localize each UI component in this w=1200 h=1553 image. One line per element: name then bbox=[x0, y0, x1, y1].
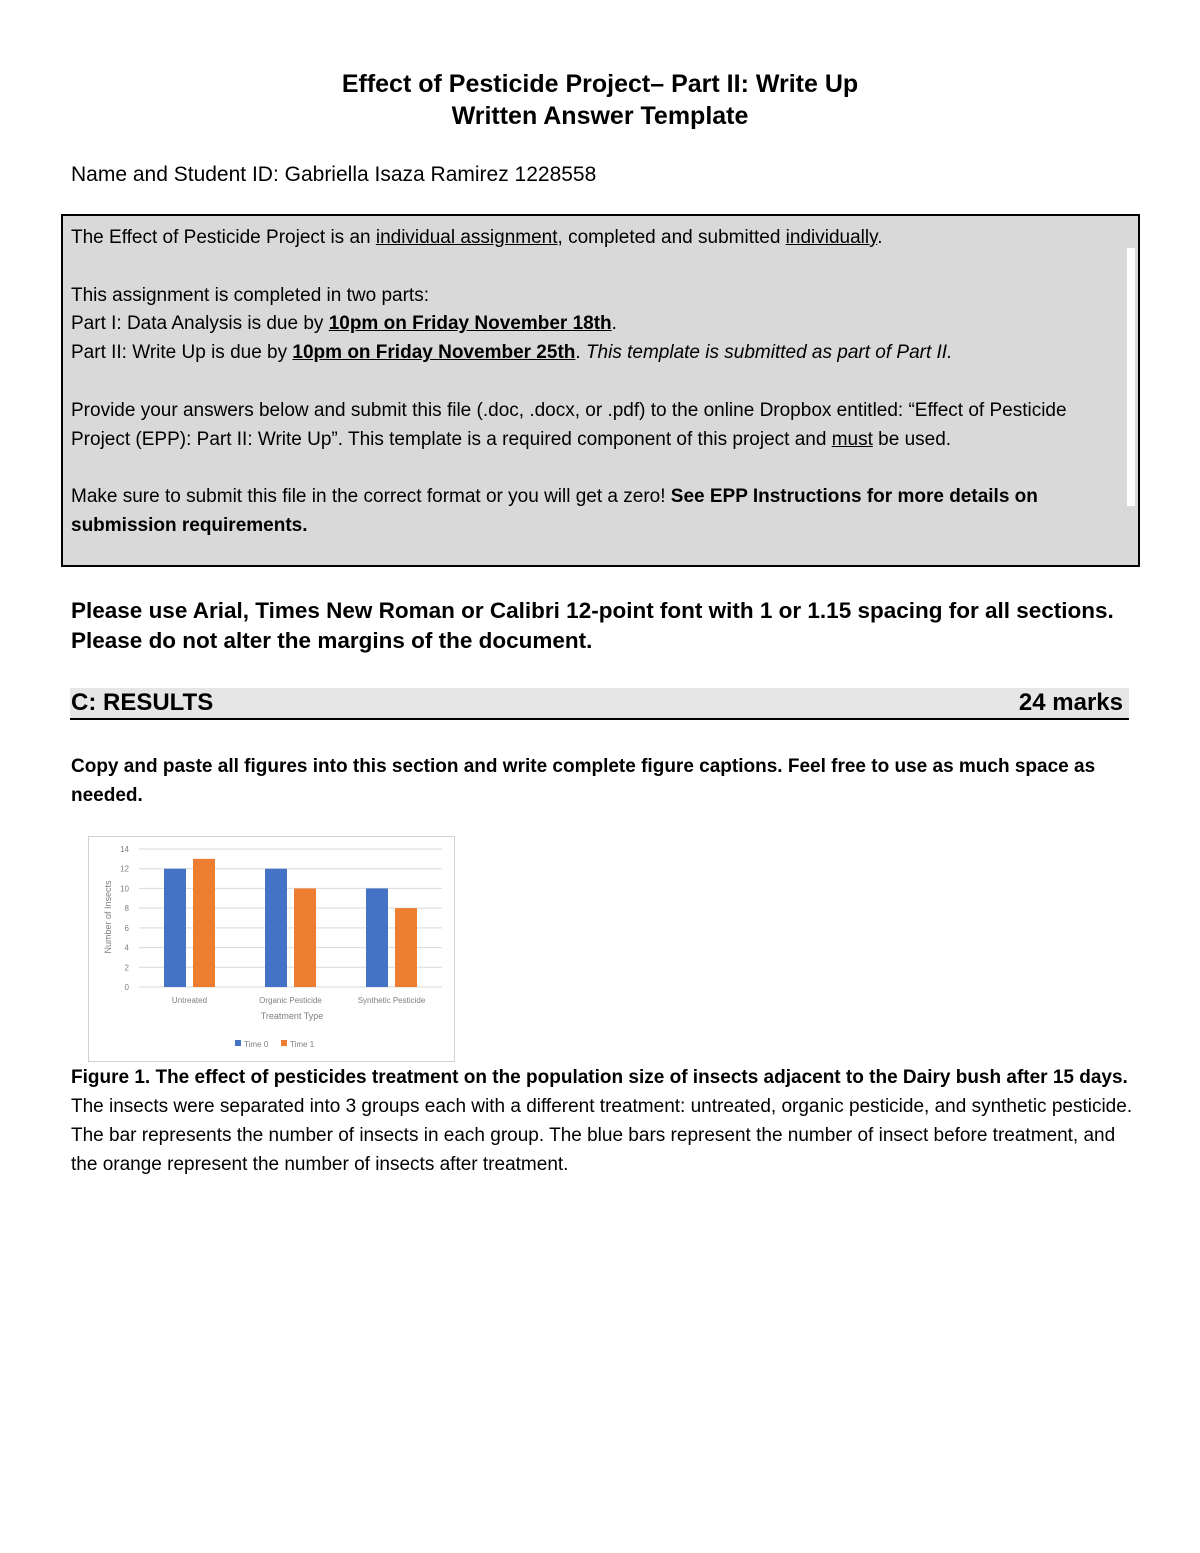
box-margin-strip bbox=[1127, 248, 1135, 506]
document-title: Effect of Pesticide Project– Part II: Write Up bbox=[341, 70, 859, 98]
figure-1-chart bbox=[88, 836, 455, 1062]
legend-swatch bbox=[281, 1040, 287, 1046]
info-text: Part I: Data Analysis is due by bbox=[71, 313, 329, 335]
y-tick-label: 6 bbox=[124, 923, 129, 933]
bar-time1 bbox=[395, 908, 417, 987]
section-title: C: RESULTS bbox=[71, 689, 214, 716]
legend-swatch bbox=[235, 1040, 241, 1046]
info-text: . bbox=[575, 342, 586, 364]
bar-time1 bbox=[294, 888, 316, 987]
y-tick-label: 12 bbox=[120, 864, 129, 874]
student-info bbox=[71, 163, 596, 187]
x-tick-label: Synthetic Pesticide bbox=[357, 996, 426, 1005]
x-axis-label: Treatment Type bbox=[260, 1011, 324, 1021]
info-text: . bbox=[877, 227, 883, 248]
legend-label: Time 0 bbox=[244, 1040, 269, 1049]
info-text: Part II: Write Up is due by bbox=[71, 342, 293, 364]
info-paragraph-1 bbox=[71, 224, 1128, 253]
instructions-box bbox=[61, 214, 1140, 567]
info-text: . bbox=[611, 313, 617, 335]
caption-text: The insects were separated into 3 groups each with a different treatment: untreated, organic pesticide, and synthetic pesticide. The bar represents the number of insects in each group. The blue bars represent the number of insect before treatment, and the orange represent the number of insects after treatment. bbox=[71, 1096, 1133, 1175]
student-label: Name and Student ID: bbox=[71, 163, 285, 186]
section-marks: 24 marks bbox=[1018, 689, 1123, 716]
info-paragraph-5 bbox=[71, 397, 1128, 455]
y-tick-label: 0 bbox=[124, 983, 129, 992]
bar-time0 bbox=[164, 869, 186, 987]
info-underline-individual-assignment: individual assignment bbox=[375, 227, 558, 248]
section-instructions: Copy and paste all figures into this section and write complete figure captions. Feel free to use as much space as needed. bbox=[71, 756, 1096, 806]
info-underline-individually: individually bbox=[785, 227, 878, 248]
info-text: , completed and submitted bbox=[557, 227, 786, 248]
document-subtitle: Written Answer Template bbox=[451, 102, 749, 130]
info-paragraph-3 bbox=[71, 310, 1128, 339]
figure-caption bbox=[71, 1063, 1136, 1179]
y-tick-label: 14 bbox=[120, 845, 129, 854]
part2-due-date: 10pm on Friday November 25th bbox=[292, 342, 576, 364]
y-axis-label: Number of Insects bbox=[103, 880, 113, 954]
bar-time0 bbox=[265, 869, 287, 987]
y-tick-label: 10 bbox=[120, 884, 129, 894]
info-underline-must: must bbox=[831, 428, 873, 450]
caption-title: Figure 1. The effect of pesticides treatment on the population size of insects adjacent to the Dairy bush after 15 days. bbox=[71, 1067, 1128, 1088]
bar-time0 bbox=[366, 888, 388, 987]
student-value: Gabriella Isaza Ramirez 1228558 bbox=[284, 163, 597, 186]
info-text: be used. bbox=[872, 428, 952, 450]
info-paragraph-4 bbox=[71, 339, 1128, 368]
part1-due-date: 10pm on Friday November 18th bbox=[328, 313, 612, 335]
legend-label: Time 1 bbox=[290, 1040, 315, 1049]
info-italic-note: This template is submitted as part of Part II. bbox=[585, 342, 953, 364]
info-bold-note: See EPP Instructions for more details on submission requirements. bbox=[71, 486, 1038, 536]
y-tick-label: 2 bbox=[124, 963, 129, 973]
x-tick-label: Organic Pesticide bbox=[259, 996, 322, 1005]
section-header bbox=[70, 688, 1129, 720]
info-text: Make sure to submit this file in the correct format or you will get a zero! bbox=[71, 486, 671, 508]
info-paragraph-2: This assignment is completed in two parts: bbox=[71, 284, 429, 306]
y-tick-label: 8 bbox=[124, 904, 129, 914]
y-tick-label: 4 bbox=[124, 943, 129, 953]
font-requirement-note: Please use Arial, Times New Roman or Calibri 12-point font with 1 or 1.15 spacing for all sections. Please do not alter the margins of the document. bbox=[71, 598, 1114, 653]
info-text: Provide your answers below and submit this file (.doc, .docx, or .pdf) to the online Dropbox entitled: “Effect of Pesticide Project (EPP): Part II: Write Up”. This template is a required component of this project and bbox=[71, 399, 1067, 450]
info-paragraph-6 bbox=[71, 483, 1128, 541]
chart-svg bbox=[89, 837, 454, 1061]
x-tick-label: Untreated bbox=[171, 996, 208, 1005]
info-text: The Effect of Pesticide Project is an bbox=[71, 227, 376, 248]
bar-time1 bbox=[193, 859, 215, 987]
